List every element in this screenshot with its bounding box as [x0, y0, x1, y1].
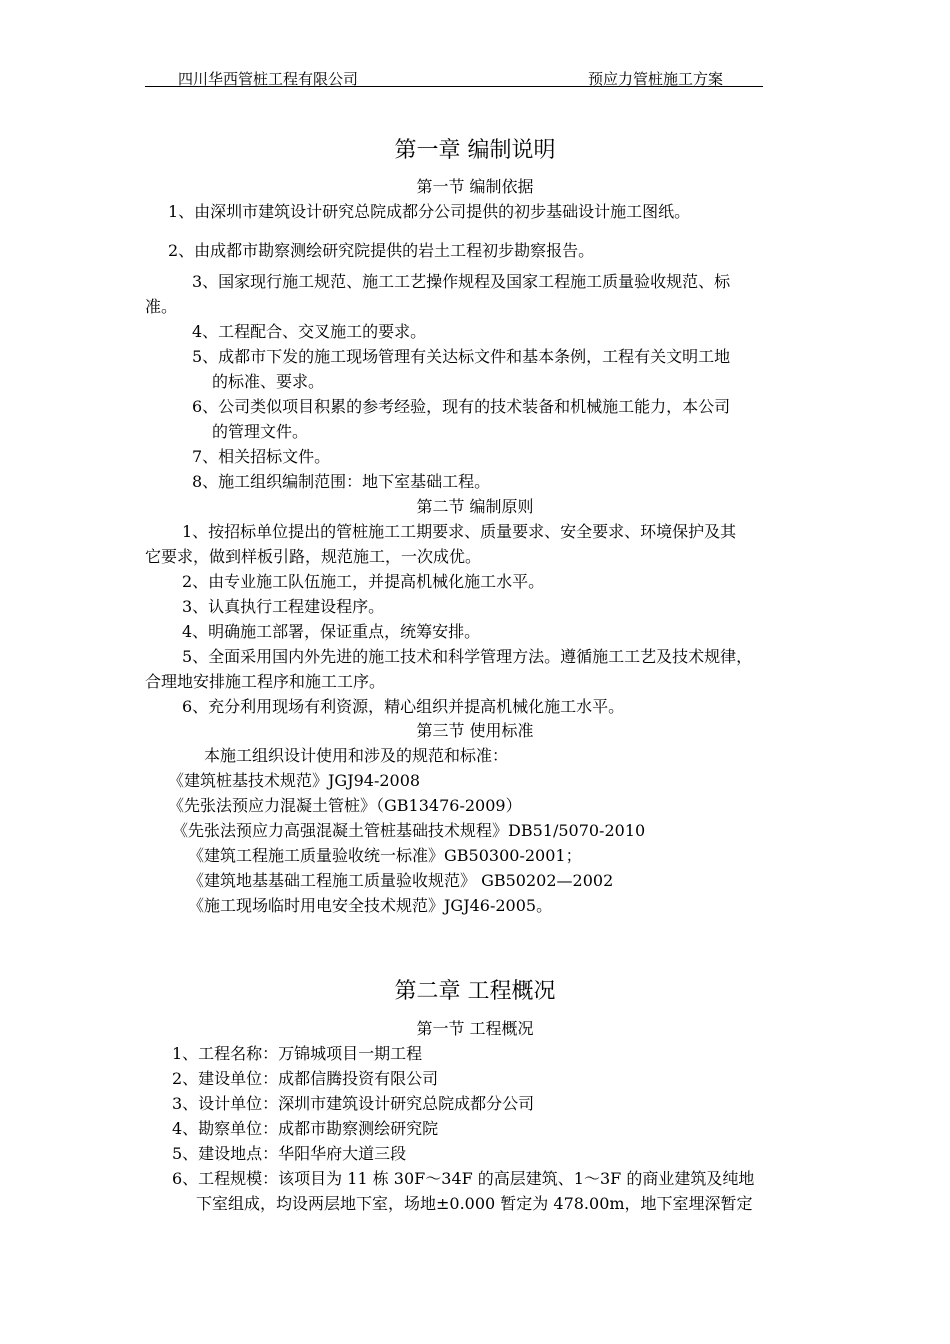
ch1-s2-line: 3、认真执行工程建设程序。 [182, 597, 385, 616]
ch1-s2-line: 6、充分利用现场有利资源，精心组织并提高机械化施工水平。 [182, 697, 625, 716]
ch1-s1-line: 3、国家现行施工规范、施工工艺操作规程及国家工程施工质量验收规范、标 [192, 272, 731, 291]
ch2-s1-line: 5、建设地点：华阳华府大道三段 [172, 1144, 407, 1163]
ch2-section-1-title: 第一节 工程概况 [416, 1019, 534, 1038]
ch1-s2-line: 1、按招标单位提出的管桩施工工期要求、质量要求、安全要求、环境保护及其 [182, 522, 737, 541]
chapter-1-title: 第一章 编制说明 [394, 138, 556, 163]
ch1-s2-line: 它要求，做到样板引路，规范施工，一次成优。 [145, 547, 482, 566]
ch2-s1-line: 6、工程规模：该项目为 11 栋 30F～34F 的高层建筑、1～3F 的商业建筑及纯地 [172, 1169, 755, 1188]
header-doc-title: 预应力管桩施工方案 [588, 70, 724, 88]
ch2-s1-line: 下室组成，均设两层地下室，场地±0.000 暂定为 478.00m，地下室埋深暂定 [196, 1194, 753, 1213]
ch2-s1-line: 2、建设单位：成都信腾投资有限公司 [172, 1069, 439, 1088]
ch1-s2-line: 5、全面采用国内外先进的施工技术和科学管理方法。遵循施工工艺及技术规律， [182, 647, 753, 666]
ch1-s1-line: 6、公司类似项目积累的参考经验，现有的技术装备和机械施工能力，本公司 [192, 397, 731, 416]
ch1-s2-line: 4、明确施工部署，保证重点，统筹安排。 [182, 622, 481, 641]
ch1-s3-line: 《施工现场临时用电安全技术规范》JGJ46-2005。 [188, 896, 553, 915]
ch1-s3-line: 《先张法预应力混凝土管桩》（GB13476-2009） [168, 796, 522, 815]
ch1-s1-line: 7、相关招标文件。 [192, 447, 331, 466]
ch1-section-2-title: 第二节 编制原则 [416, 497, 534, 516]
ch1-s1-line: 2、由成都市勘察测绘研究院提供的岩土工程初步勘察报告。 [168, 241, 595, 260]
ch1-s1-line: 8、施工组织编制范围：地下室基础工程。 [192, 472, 491, 491]
ch1-s1-line: 准。 [145, 297, 178, 316]
ch1-s3-line: 《先张法预应力高强混凝土管桩基础技术规程》DB51/5070-2010 [172, 821, 646, 840]
ch1-s1-line: 的标准、要求。 [212, 372, 325, 391]
ch1-s2-line: 2、由专业施工队伍施工，并提高机械化施工水平。 [182, 572, 545, 591]
ch1-section-3-title: 第三节 使用标准 [416, 721, 534, 740]
ch1-s3-line: 本施工组织设计使用和涉及的规范和标准： [204, 746, 509, 765]
chapter-2-title: 第二章 工程概况 [394, 979, 556, 1004]
ch1-s3-line: 《建筑桩基技术规范》JGJ94-2008 [168, 771, 421, 790]
ch1-s1-line: 的管理文件。 [212, 422, 309, 441]
ch2-s1-line: 1、工程名称：万锦城项目一期工程 [172, 1044, 423, 1063]
ch1-s1-line: 1、由深圳市建筑设计研究总院成都分公司提供的初步基础设计施工图纸。 [168, 202, 691, 221]
ch2-s1-line: 3、设计单位：深圳市建筑设计研究总院成都分公司 [172, 1094, 535, 1113]
ch1-s3-line: 《建筑工程施工质量验收统一标准》GB50300-2001； [188, 846, 582, 865]
ch1-s2-line: 合理地安排施工程序和施工工序。 [145, 672, 386, 691]
ch1-s3-line: 《建筑地基基础工程施工质量验收规范》 GB50202—2002 [188, 871, 614, 890]
ch1-section-1-title: 第一节 编制依据 [416, 177, 534, 196]
ch1-s1-line: 5、成都市下发的施工现场管理有关达标文件和基本条例，工程有关文明工地 [192, 347, 731, 366]
ch2-s1-line: 4、勘察单位：成都市勘察测绘研究院 [172, 1119, 439, 1138]
header-company: 四川华西管桩工程有限公司 [178, 70, 359, 88]
header-rule [145, 86, 763, 87]
ch1-s1-line: 4、工程配合、交叉施工的要求。 [192, 322, 427, 341]
